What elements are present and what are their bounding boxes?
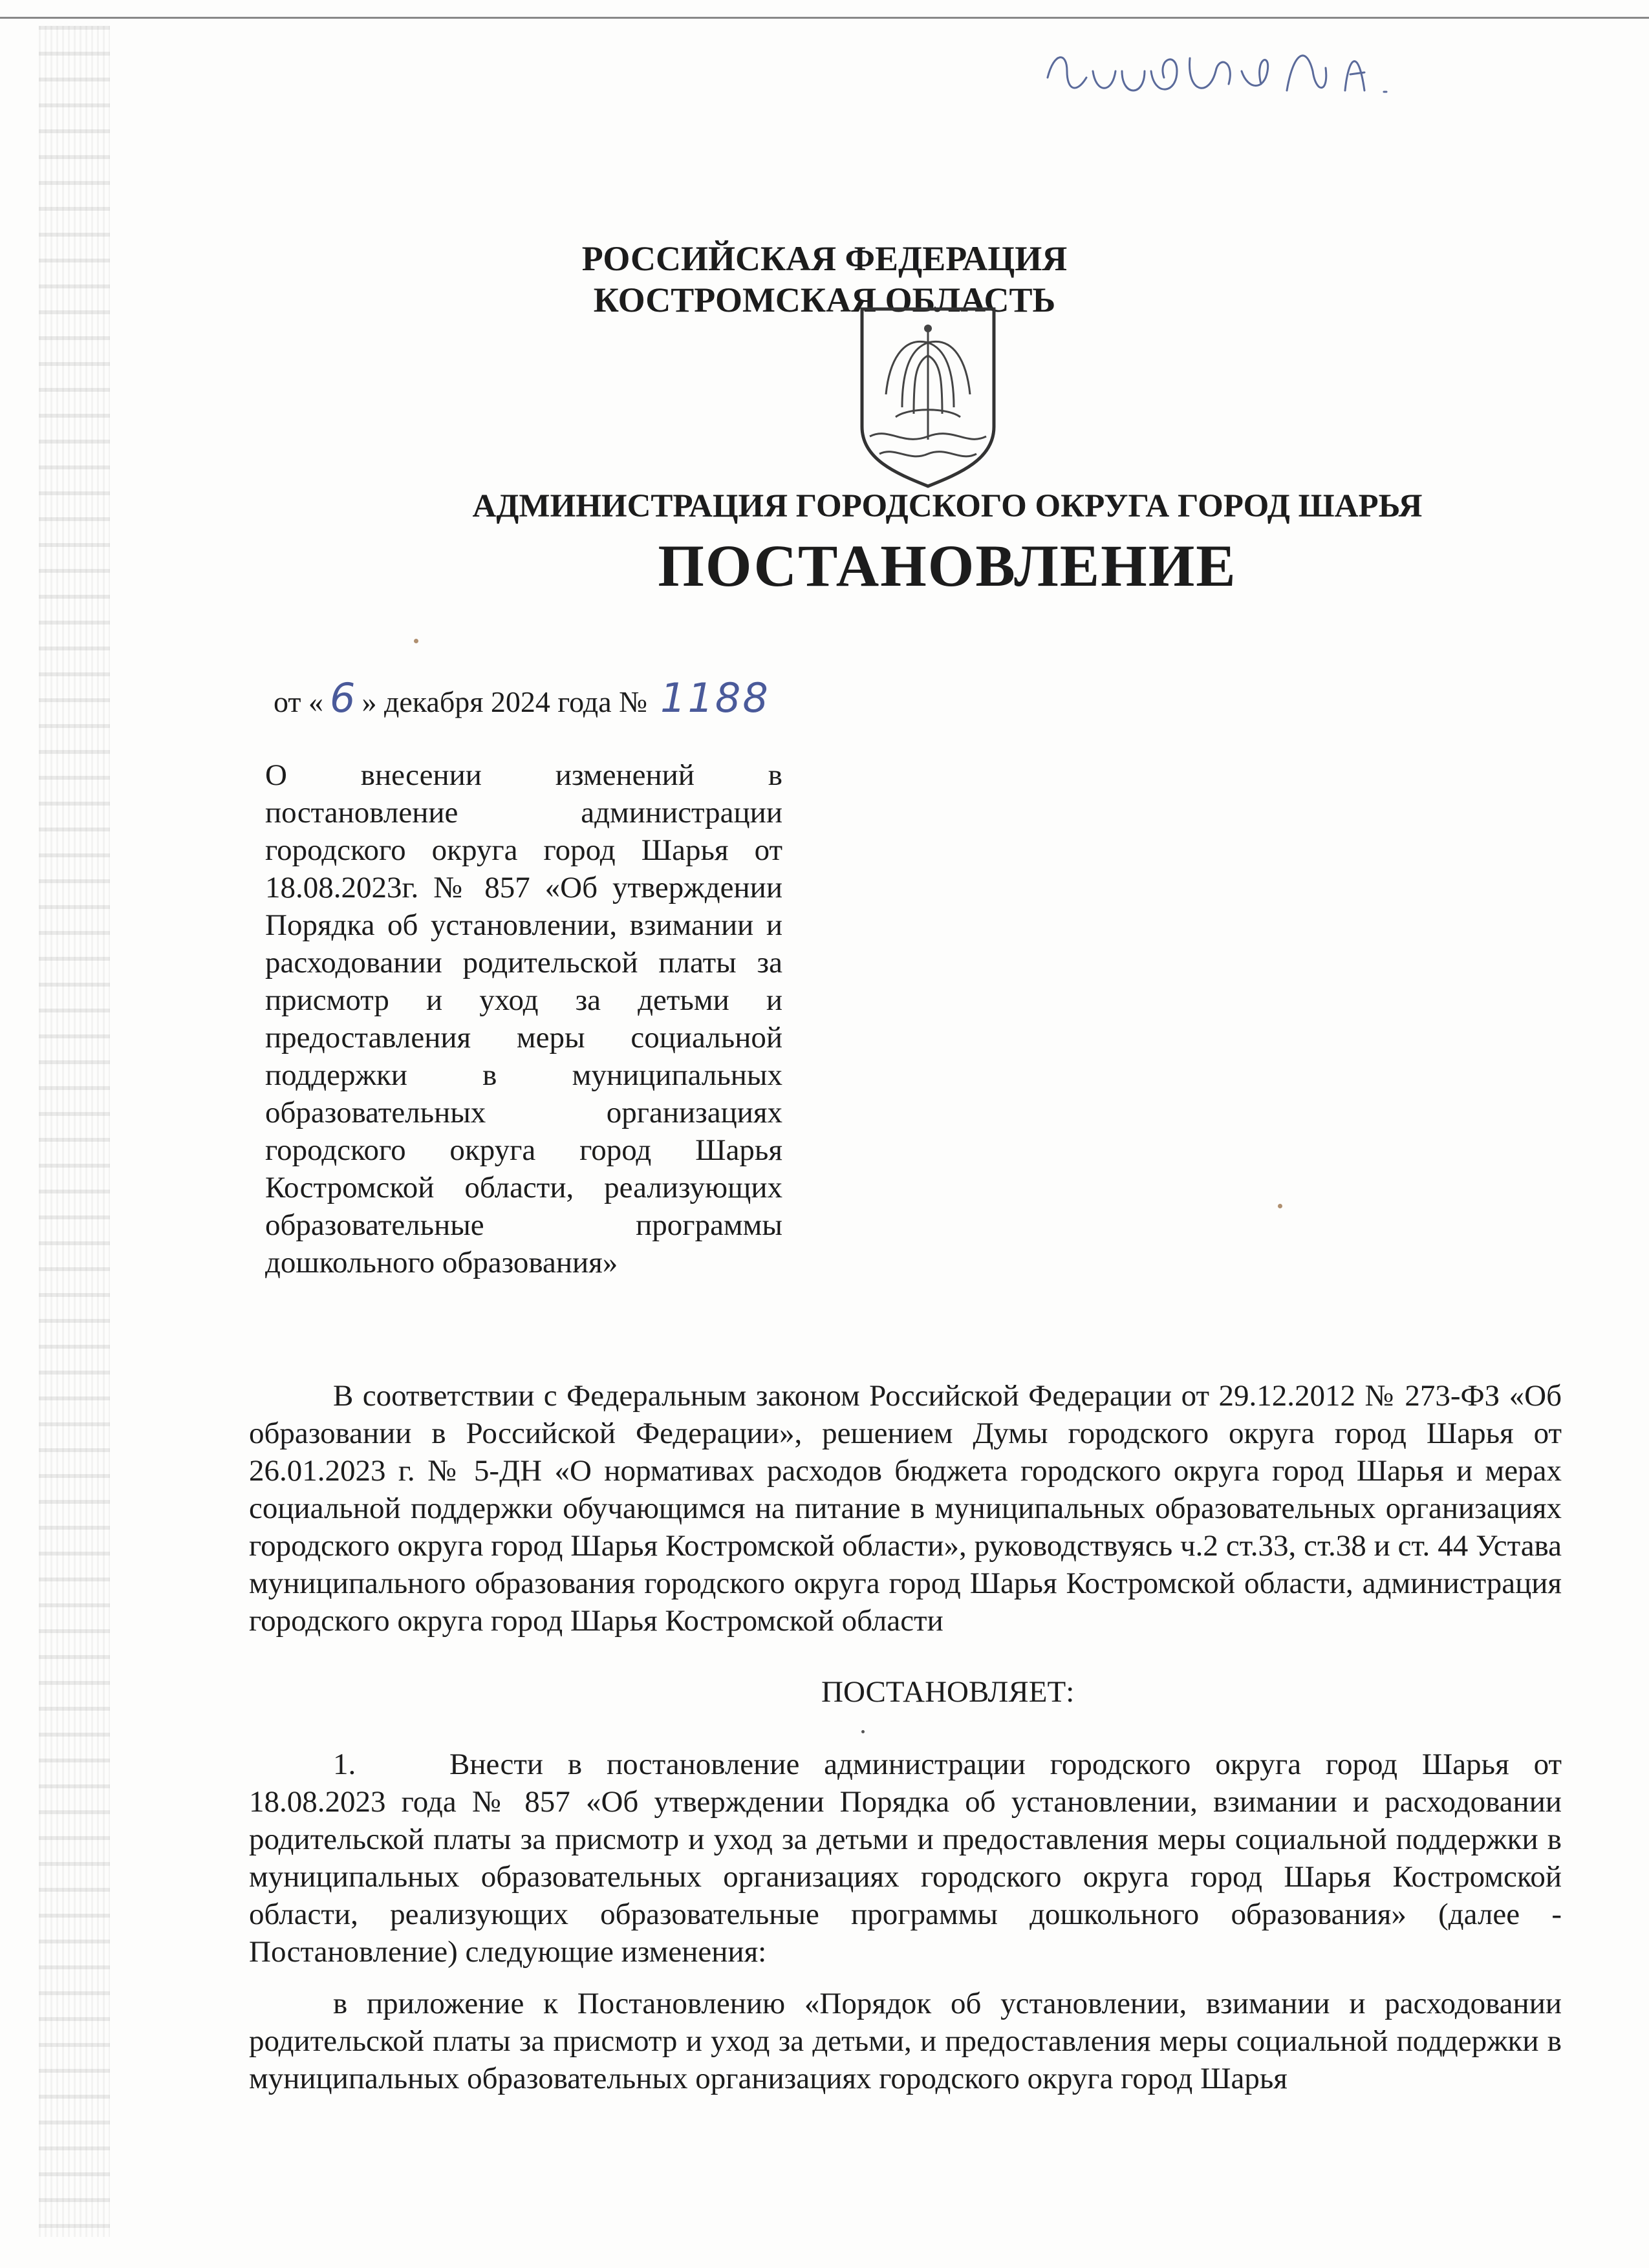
header-country	[0, 238, 1649, 321]
document-subject: О внесении изменений в постановление администрации городского округа город Шарья от 18.08.2023г. № 857 «Об утверждении Порядка об установлении, взимании и расходовании родительской платы за присмотр и уход за детьми и предоставления меры социальной поддержки в муниципальных образовательных организациях городского округа город Шарья Костромской области, реализующих образовательные программы дошкольного образования»	[265, 758, 782, 1279]
item-1-subparagraph: в приложение к Постановлению «Порядок об установлении, взимании и расходовании родительской платы за присмотр и уход за детьми, и предоставления меры социальной поддержки в муниципальных образовательных организациях городского округа город Шарья	[249, 1987, 1562, 2095]
item-1-number: 1.	[333, 1748, 356, 1781]
organization-name: АДМИНИСТРАЦИЯ ГОРОДСКОГО ОКРУГА ГОРОД ШАРЬЯ	[472, 488, 1423, 524]
document-title: ПОСТАНОВЛЕНИЕ	[658, 533, 1237, 599]
intro-paragraph: В соответствии с Федеральным законом Российской Федерации от 29.12.2012 № 273-ФЗ «Об образовании в Российской Федерации», решением Думы городского округа город Шарья от 26.01.2023 г. № 5-ДН «О нормативах расходов бюджета городского округа город Шарья и мерах социальной поддержки обучающимся на питание в муниципальных образовательных организациях городского округа город Шарья Костромской области», руководствуясь ч.2 ст.33, ст.38 и ст. 44 Устава муниципального образования городского округа город Шарья Костромской области, администрация городского округа город Шарья Костромской области	[249, 1379, 1562, 1638]
date-month-year: » декабря 2024 года №	[361, 685, 648, 718]
scan-binding-shadow	[39, 26, 110, 2237]
item-1-text: Внести в постановление администрации городского округа город Шарья от 18.08.2023 года № 857 «Об утверждении Порядка об установлении, взимании и расходовании родительской платы за присмотр и уход за детьми и предоставления меры социальной поддержки в муниципальных образовательных организациях городского округа город Шарья Костромской области, реализующих образовательные программы дошкольного образования» (далее - Постановление) следующие изменения:	[249, 1748, 1562, 1969]
date-prefix: от «	[274, 685, 323, 718]
date-day: 6	[330, 674, 356, 722]
item-1	[249, 1746, 1562, 1971]
scan-speck	[1278, 1204, 1282, 1208]
coat-of-arms-icon	[857, 304, 999, 491]
decree-heading: ПОСТАНОВЛЯЕТ:	[821, 1675, 1075, 1709]
header-line1: РОССИЙСКАЯ ФЕДЕРАЦИЯ	[581, 239, 1068, 278]
header-line2: КОСТРОМСКАЯ ОБЛАСТЬ	[593, 281, 1056, 319]
scan-speck	[414, 639, 418, 643]
scan-top-edge	[0, 17, 1649, 19]
date-line	[274, 674, 770, 722]
document-number: 1188	[660, 674, 770, 722]
handwritten-signature	[1041, 32, 1403, 116]
scan-speck	[861, 1730, 865, 1733]
